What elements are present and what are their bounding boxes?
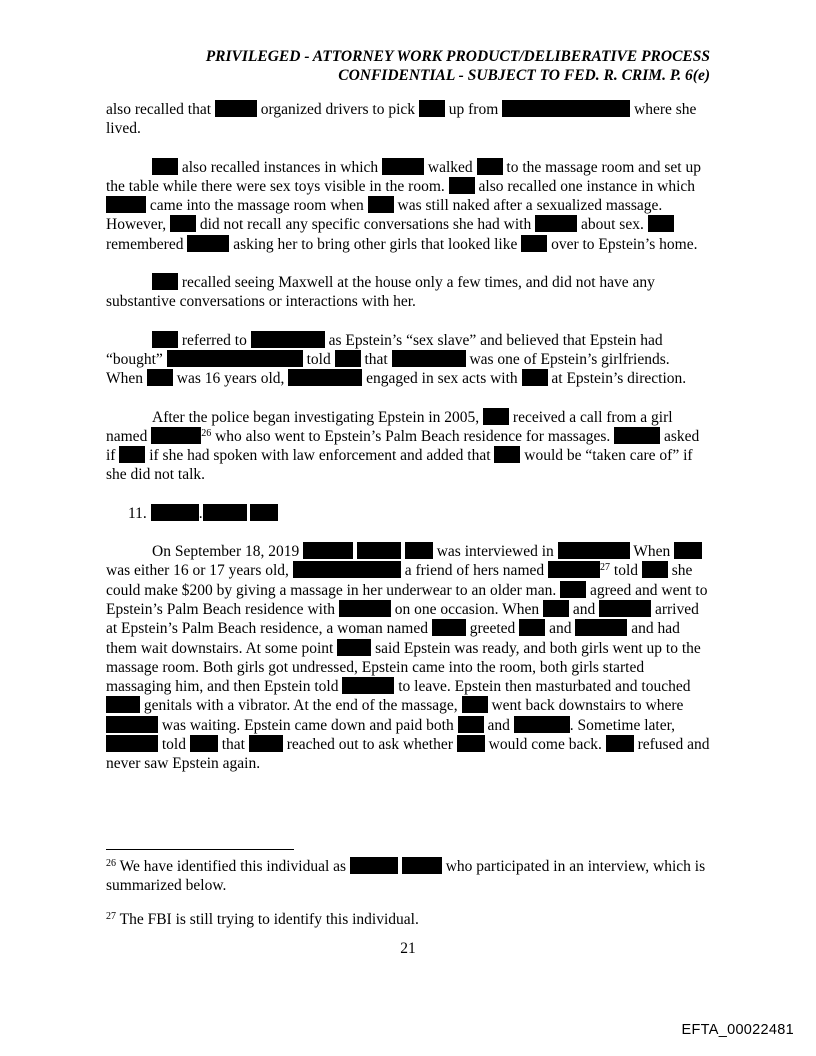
redaction-box	[522, 369, 548, 386]
text-run: and	[549, 620, 572, 638]
redaction-box	[249, 735, 283, 752]
text-run: was 16 years old,	[176, 370, 285, 388]
redaction-box	[152, 158, 178, 175]
text-run: as Epstein’s “sex slave” and believed that Epstein had “bought”	[106, 331, 663, 368]
text-run: engaged in sex acts with	[366, 370, 518, 388]
footnote-divider	[106, 849, 294, 850]
text-run: went back downstairs to where	[491, 697, 684, 715]
redaction-box	[514, 716, 570, 733]
redaction-box	[151, 504, 199, 521]
redaction-box	[521, 235, 547, 252]
bates-number: EFTA_00022481	[681, 1022, 794, 1038]
redaction-box	[335, 350, 361, 367]
redaction-box	[152, 331, 178, 348]
text-run: came into the massage room when	[149, 197, 364, 215]
redaction-box	[543, 600, 569, 617]
redaction-box	[558, 542, 630, 559]
redaction-box	[342, 677, 394, 694]
text-run: told	[613, 562, 639, 580]
redaction-box	[449, 177, 475, 194]
text-run: was still naked after a sexualized massage. However,	[106, 197, 663, 234]
redaction-box	[419, 100, 445, 117]
text-run: that	[221, 736, 245, 754]
text-run: remembered	[106, 235, 184, 253]
redaction-box	[203, 504, 247, 521]
redaction-box	[575, 619, 627, 636]
text-run: genitals with a vibrator. At the end of the massage,	[143, 697, 458, 715]
text-run: told	[161, 736, 186, 754]
text-run: .	[198, 504, 203, 522]
text-run: if she had spoken with law enforcement and added that	[149, 447, 491, 465]
footnote-ref-26: 26	[201, 427, 212, 439]
redaction-box	[106, 735, 158, 752]
redaction-box	[432, 619, 466, 636]
redaction-box	[152, 273, 178, 290]
text-run: who participated in an interview, which is summarized below.	[106, 858, 706, 894]
text-run: organized drivers to pick	[260, 101, 416, 118]
text-run: where she lived.	[106, 101, 697, 138]
redaction-box	[477, 158, 503, 175]
redaction-box	[599, 600, 651, 617]
text-run: also recalled instances in which	[181, 158, 379, 176]
redaction-box	[106, 196, 146, 213]
text-run: walked	[427, 158, 473, 176]
redaction-box	[190, 735, 218, 752]
text-run: refused and never saw Epstein again.	[106, 736, 710, 773]
paragraph-5	[106, 408, 710, 485]
text-run: We have identified this individual as	[119, 858, 347, 875]
text-run: told	[306, 350, 331, 368]
text-run: . Sometime later,	[569, 716, 676, 734]
redaction-box	[462, 696, 488, 713]
text-run: a friend of hers named	[404, 562, 545, 580]
text-run: arrived at Epstein’s Palm Beach residence, a woman named	[106, 600, 699, 638]
redaction-box	[458, 716, 484, 733]
text-run: to leave. Epstein then masturbated and touched	[398, 678, 691, 696]
redaction-box	[187, 235, 229, 252]
footnote-26	[106, 857, 710, 895]
text-run: received a call from a girl named	[106, 408, 673, 445]
text-run: asked if	[106, 427, 700, 465]
redaction-box	[368, 196, 394, 213]
redaction-box	[494, 446, 520, 463]
redaction-box	[535, 215, 577, 232]
footnote-27	[106, 910, 710, 929]
redaction-box	[674, 542, 702, 559]
redaction-box	[648, 215, 674, 232]
text-run: and	[487, 716, 510, 734]
text-run: over to Epstein’s home.	[551, 235, 698, 253]
section-number: 11.	[128, 504, 147, 522]
privilege-header-line-1: PRIVILEGED - ATTORNEY WORK PRODUCT/DELIBERATIVE PROCESS	[205, 48, 710, 65]
text-run: she could make $200 by giving a massage in her underwear to an older man.	[106, 562, 693, 599]
text-run: on one occasion. When	[394, 600, 540, 618]
redaction-box	[457, 735, 485, 752]
redaction-box	[288, 369, 362, 386]
redaction-box	[167, 350, 303, 367]
redaction-box	[147, 369, 173, 386]
paragraph-3	[106, 273, 710, 312]
redaction-box	[642, 561, 668, 578]
text-run: about sex.	[581, 216, 644, 234]
paragraph-4	[106, 331, 710, 389]
text-run: up from	[448, 101, 499, 118]
redaction-box	[106, 696, 140, 713]
text-run: to the massage room and set up the table while there were sex toys visible in the room.	[106, 158, 701, 195]
redaction-box	[402, 857, 442, 874]
redaction-box	[106, 716, 158, 733]
redaction-box	[250, 504, 278, 521]
paragraph-1	[106, 100, 710, 139]
footnote-ref-27: 27	[600, 562, 611, 574]
text-run: recalled seeing Maxwell at the house only a few times, and did not have any substantive conversations or interactions with her.	[106, 274, 655, 311]
text-run: asking her to bring other girls that looked like	[233, 235, 518, 253]
redaction-box	[357, 542, 401, 559]
text-run: did not recall any specific conversations she had with	[199, 216, 532, 234]
privilege-header-line-2: CONFIDENTIAL - SUBJECT TO FED. R. CRIM. P. 6(e)	[338, 67, 710, 84]
redaction-box	[392, 350, 466, 367]
text-run: On September 18, 2019	[152, 543, 300, 561]
redaction-box	[519, 619, 545, 636]
text-run: also recalled one instance in which	[478, 177, 696, 195]
text-run: said Epstein was ready, and both girls went up to the massage room. Both girls got undressed, Epstein came into the room, both girls started massaging him, and then Epstein told	[106, 639, 701, 696]
redaction-box	[560, 581, 586, 598]
text-run: would come back.	[488, 736, 602, 754]
text-run: referred to	[181, 331, 247, 349]
redaction-box	[303, 542, 353, 559]
text-run: who also went to Epstein’s Palm Beach residence for massages.	[215, 427, 611, 445]
body-text	[106, 100, 710, 774]
text-run: When	[633, 543, 671, 561]
redaction-box	[215, 100, 257, 117]
text-run: that	[364, 350, 388, 368]
redaction-box	[339, 600, 391, 617]
redaction-box	[405, 542, 433, 559]
redaction-box	[483, 408, 509, 425]
text-run: at Epstein’s direction.	[551, 370, 687, 388]
redaction-box	[337, 639, 371, 656]
text-run: The FBI is still trying to identify this individual.	[119, 911, 419, 928]
redaction-box	[350, 857, 398, 874]
text-run: was waiting. Epstein came down and paid both	[161, 716, 454, 734]
text-run: was interviewed in	[436, 543, 554, 561]
paragraph-6	[106, 542, 710, 774]
redaction-box	[614, 427, 660, 444]
text-run: also recalled that	[106, 101, 212, 118]
redaction-box	[502, 100, 630, 117]
redaction-box	[548, 561, 600, 578]
text-run: After the police began investigating Epstein in 2005,	[152, 408, 480, 426]
page-number: 21	[400, 940, 416, 957]
text-run: would be “taken care of” if she did not talk.	[106, 447, 693, 484]
text-run: and had them wait downstairs. At some point	[106, 620, 680, 657]
redaction-box	[151, 427, 201, 444]
redaction-box	[382, 158, 424, 175]
footnote-marker: 27	[106, 911, 116, 922]
redaction-box	[606, 735, 634, 752]
text-run: reached out to ask whether	[286, 736, 453, 754]
section-heading-11	[128, 504, 710, 523]
text-run: was one of Epstein’s girlfriends. When	[106, 350, 670, 388]
text-run: agreed and went to Epstein’s Palm Beach residence with	[106, 581, 708, 618]
text-run: greeted	[469, 620, 516, 638]
redaction-box	[251, 331, 325, 348]
text-run: and	[572, 600, 596, 618]
footnote-marker: 26	[106, 858, 116, 869]
text-run: was either 16 or 17 years old,	[106, 562, 289, 580]
redaction-box	[170, 215, 196, 232]
redaction-box	[293, 561, 401, 578]
paragraph-2	[106, 158, 710, 254]
redaction-box	[119, 446, 145, 463]
